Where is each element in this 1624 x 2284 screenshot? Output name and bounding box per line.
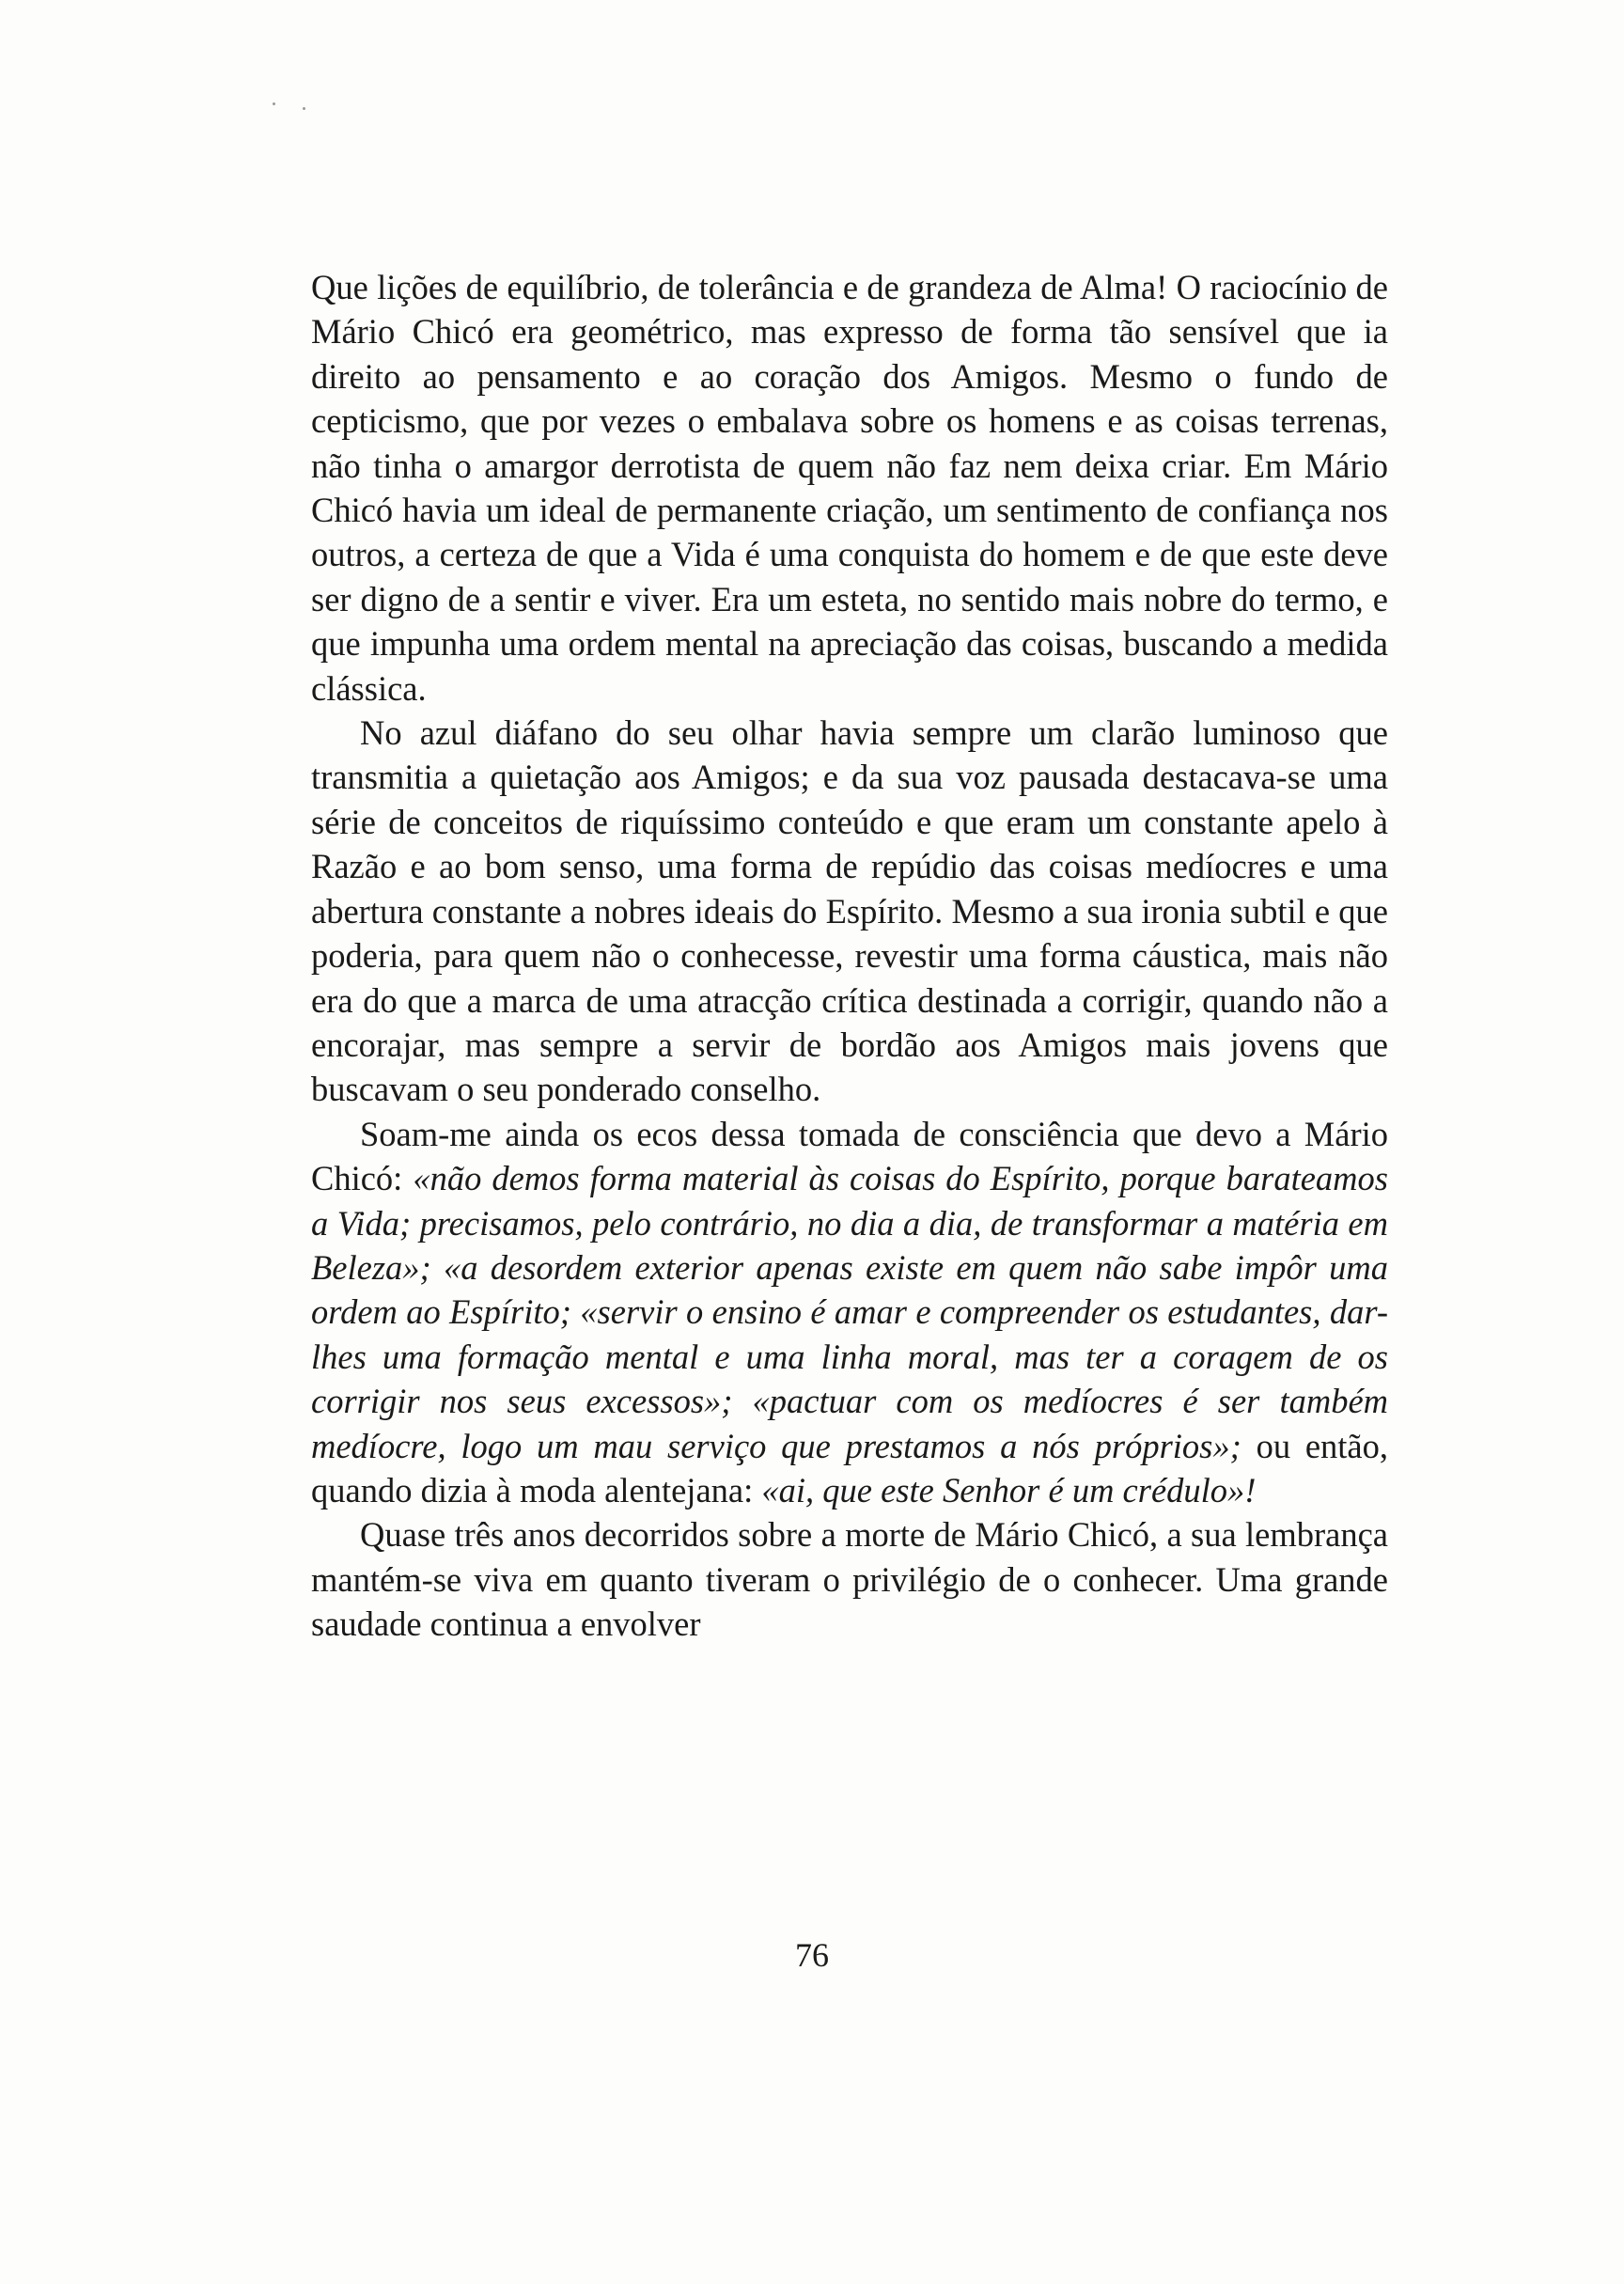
scan-speck	[303, 107, 305, 110]
paragraph-4	[311, 1512, 1388, 1646]
paragraph-3-intro: Soam-me ainda os ecos dessa tomada de consciência que devo a Mário Chicó:	[311, 1114, 1388, 1198]
paragraph-1	[311, 265, 1388, 711]
paragraph-3-connector: ou então, quando dizia à moda alentejana:	[311, 1426, 1389, 1510]
paragraph-4-text: Quase três anos decorridos sobre a morte de Mário Chicó, a sua lembrança mantém-se viva em quanto tiveram o privilégio de o conhecer. Uma grande saudade continua a envolver	[311, 1515, 1388, 1644]
paragraph-3	[311, 1112, 1388, 1513]
body-text	[311, 265, 1388, 1647]
scan-speck	[273, 102, 275, 105]
paragraph-3-final-quote: «ai, que este Senhor é um crédulo»!	[761, 1470, 1257, 1510]
paragraph-2	[311, 711, 1388, 1112]
paragraph-3-quotes: «não demos forma material às coisas do Espírito, porque barateamos a Vida; precisamos, pelo contrário, no dia a dia, de transformar a matéria em Beleza»; «a desordem exterior apenas existe em quem não sabe impôr uma ordem ao Espírito; «servir o ensino é amar e compreender os estudantes, dar-lhes uma formação mental e uma linha moral, mas ter a coragem de os corrigir nos seus excessos»; «pactuar com os medíocres é ser também medíocre, logo um mau serviço que prestamos a nós próprios»;	[311, 1159, 1388, 1465]
page-number: 76	[795, 1936, 829, 1974]
paragraph-2-text: No azul diáfano do seu olhar havia sempre um clarão luminoso que transmitia a quietação aos Amigos; e da sua voz pausada destacava-se uma série de conceitos de riquíssimo conteúdo e que eram um constante apelo à Razão e ao bom senso, uma forma de repúdio das coisas medíocres e uma abertura constante a nobres ideais do Espírito. Mesmo a sua ironia subtil e que poderia, para quem não o conhecesse, revestir uma forma cáustica, mais não era do que a marca de uma atracção crítica destinada a corrigir, quando não a encorajar, mas sempre a servir de bordão aos Amigos mais jovens que buscavam o seu ponderado conselho.	[311, 713, 1388, 1109]
paragraph-1-text: Que lições de equilíbrio, de tolerância e de grandeza de Alma! O raciocínio de Mário Chicó era geométrico, mas expresso de forma tão sensível que ia direito ao pensamento e ao coração dos Amigos. Mesmo o fundo de cepticismo, que por vezes o embalava sobre os homens e as coisas terrenas, não tinha o amargor derrotista de quem não faz nem deixa criar. Em Mário Chicó havia um ideal de permanente criação, um sentimento de confiança nos outros, a certeza de que a Vida é uma conquista do homem e de que este deve ser digno de a sentir e viver. Era um esteta, no sentido mais nobre do termo, e que impunha uma ordem mental na apreciação das coisas, buscando a medida clássica.	[311, 268, 1388, 708]
